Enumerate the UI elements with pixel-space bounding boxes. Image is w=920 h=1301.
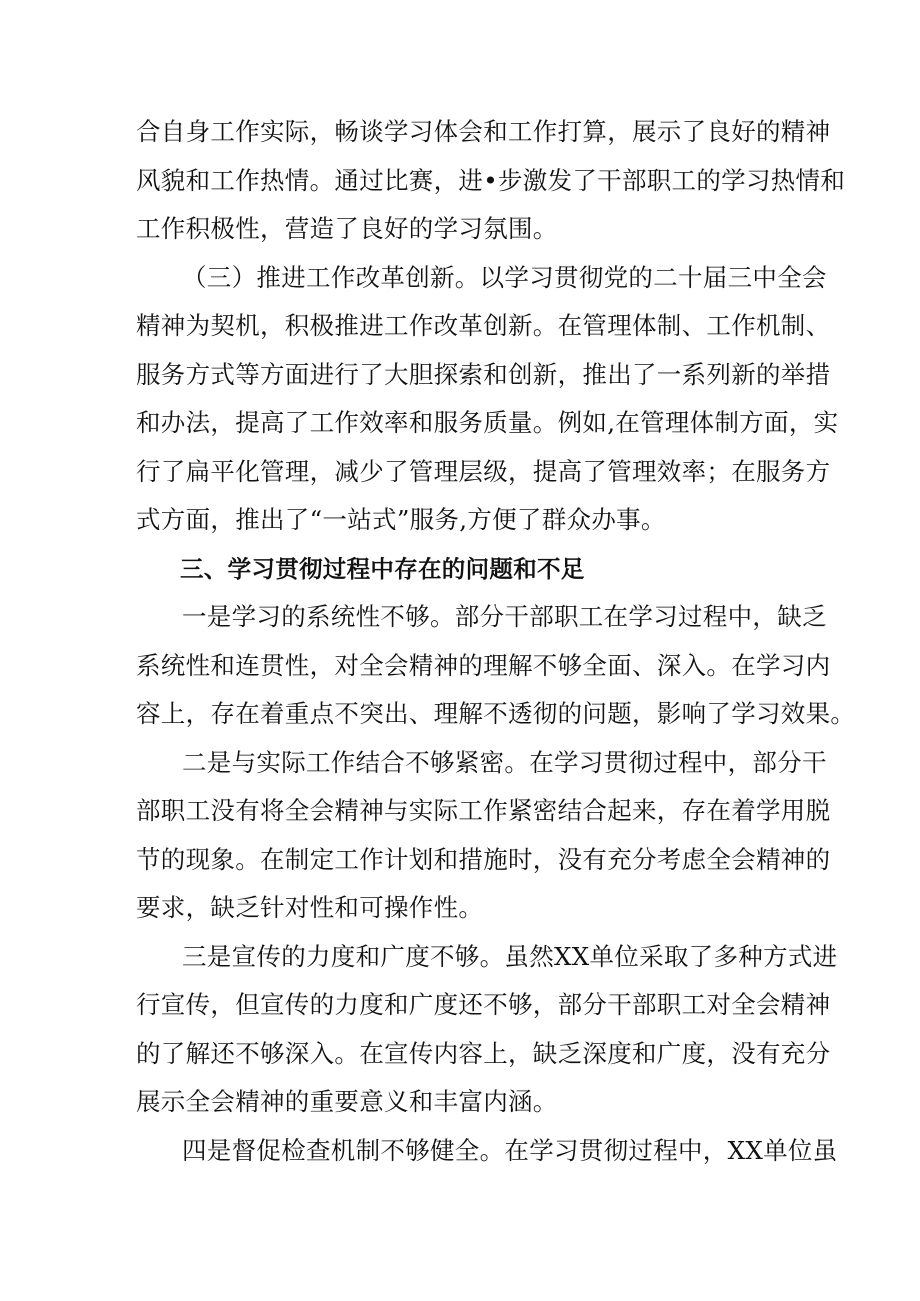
text-line: 系统性和连贯性，对全会精神的理解不够全面、深入。在学习内 <box>136 650 831 680</box>
text-line: 行了扁平化管理，减少了管理层级，提高了管理效率；在服务方 <box>136 456 831 486</box>
text-line: 工作积极性，营造了良好的学习氛围。 <box>136 214 558 243</box>
text-line: 精神为契机，积极推进工作改革创新。在管理体制、工作机制、 <box>136 311 831 340</box>
text-line: 和办法，提高了工作效率和服务质量。例如,在管理体制方面，实 <box>136 408 839 437</box>
text-line: 容上，存在着重点不突出、理解不透彻的问题，影响了学习效果。 <box>136 699 856 728</box>
text-line: 要求，缺乏针对性和可操作性。 <box>136 893 484 922</box>
text-line: 合自身工作实际，畅谈学习体会和工作打算，展示了良好的精神 <box>136 117 831 146</box>
text-line: 行宣传，但宣传的力度和广度还不够，部分干部职工对全会精神 <box>136 990 831 1019</box>
text-line: 三是宣传的力度和广度不够。虽然XX单位采取了多种方式进 <box>182 941 838 971</box>
text-line: 服务方式等方面进行了大胆探索和创新，推出了一系列新的举措 <box>136 359 831 389</box>
body-text <box>136 108 856 1175</box>
text-line: 的了解还不够深入。在宣传内容上，缺乏深度和广度，没有充分 <box>136 1038 831 1068</box>
text-line: 式方面，推出了“一站式”服务,方便了群众办事。 <box>136 505 666 534</box>
section-heading: 三、学习贯彻过程中存在的问题和不足 <box>180 554 585 583</box>
text-line: 四是督促检查机制不够健全。在学习贯彻过程中，XX单位虽 <box>182 1135 838 1165</box>
text-line: 二是与实际工作结合不够紧密。在学习贯彻过程中，部分干 <box>182 747 827 777</box>
text-line: 一是学习的系统性不够。部分干部职工在学习过程中，缺乏 <box>182 602 827 631</box>
text-line: 部职工没有将全会精神与实际工作紧密结合起来，存在着学用脱 <box>136 796 831 825</box>
text-line: 展示全会精神的重要意义和丰富内涵。 <box>136 1087 558 1116</box>
text-line: （三）推进工作改革创新。以学习贯彻党的二十届三中全会 <box>182 262 827 292</box>
text-line: 风貌和工作热情。通过比赛，进•步激发了干部职工的学习热情和 <box>136 165 846 195</box>
text-line: 节的现象。在制定工作计划和措施时，没有充分考虑全会精神的 <box>136 844 831 874</box>
